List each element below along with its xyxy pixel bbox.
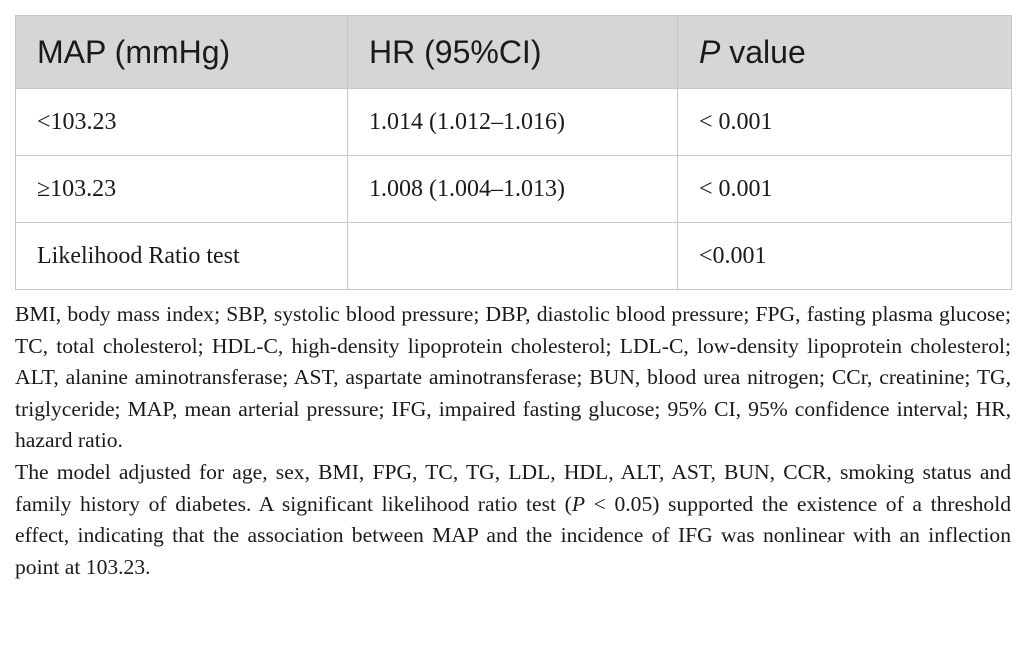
cell-map: Likelihood Ratio test [16, 223, 348, 290]
footnote-model-part2: < 0.05) supported the existence of a threshold effect, indicating that the association between MAP and the incidence of IFG was nonlinear with an inflection point at 103.23. [15, 491, 1011, 579]
table-figure [15, 15, 1011, 583]
table-footnotes [15, 299, 1011, 583]
cell-p: < 0.001 [678, 89, 1012, 156]
table-header-row [16, 16, 1012, 89]
footnote-model-part1: The model adjusted for age, sex, BMI, FPG, TC, TG, LDL, HDL, ALT, AST, BUN, CCR, smoking status and family history of diabetes. A significant likelihood ratio test ( [15, 459, 1011, 516]
results-table [15, 15, 1012, 290]
cell-hr [348, 223, 678, 290]
cell-hr: 1.014 (1.012–1.016) [348, 89, 678, 156]
cell-hr: 1.008 (1.004–1.013) [348, 156, 678, 223]
table-row [16, 223, 1012, 290]
cell-p: <0.001 [678, 223, 1012, 290]
cell-p: < 0.001 [678, 156, 1012, 223]
footnote-abbreviations: BMI, body mass index; SBP, systolic blood pressure; DBP, diastolic blood pressure; FPG, fasting plasma glucose; TC, total cholesterol; HDL-C, high-density lipoprotein cholesterol; LDL-C, low-density lipoprotein cholesterol; ALT, alanine aminotransferase; AST, aspartate aminotransferase; BUN, blood urea nitrogen; CCr, creatinine; TG, triglyceride; MAP, mean arterial pressure; IFG, impaired fasting glucose; 95% CI, 95% confidence interval; HR, hazard ratio. [15, 302, 1011, 453]
header-p-italic: P [699, 33, 721, 70]
table-row [16, 156, 1012, 223]
header-hr: HR (95%CI) [348, 16, 678, 89]
table-row [16, 89, 1012, 156]
header-map: MAP (mmHg) [16, 16, 348, 89]
cell-map: <103.23 [16, 89, 348, 156]
header-p-rest: value [720, 33, 806, 70]
footnote-model [15, 457, 1011, 583]
cell-map: ≥103.23 [16, 156, 348, 223]
header-p-value [678, 16, 1012, 89]
footnote-model-italic: P [571, 491, 586, 516]
